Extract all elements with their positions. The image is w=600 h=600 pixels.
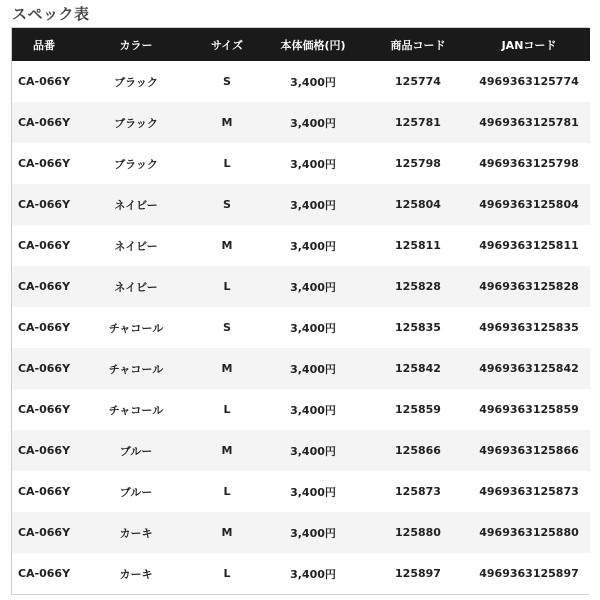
cell-color: チャコール — [76, 389, 196, 430]
cell-jan-code: 4969363125897 — [468, 553, 590, 594]
cell-product-code: 125835 — [368, 307, 468, 348]
cell-color: チャコール — [76, 307, 196, 348]
cell-color: ネイビー — [76, 266, 196, 307]
spec-table-body — [12, 61, 590, 594]
cell-jan-code: 4969363125880 — [468, 512, 590, 553]
cell-size: S — [196, 307, 258, 348]
header-price: 本体価格(円) — [258, 28, 368, 61]
cell-color: カーキ — [76, 553, 196, 594]
cell-color: ネイビー — [76, 225, 196, 266]
cell-price: 3,400円 — [258, 471, 368, 512]
header-color: カラー — [76, 28, 196, 61]
spec-table-container — [11, 27, 589, 595]
cell-size: M — [196, 430, 258, 471]
cell-price: 3,400円 — [258, 512, 368, 553]
cell-jan-code: 4969363125828 — [468, 266, 590, 307]
cell-jan-code: 4969363125774 — [468, 61, 590, 102]
cell-product-code: 125859 — [368, 389, 468, 430]
cell-color: カーキ — [76, 512, 196, 553]
header-product-number: 品番 — [12, 28, 76, 61]
cell-product-code: 125842 — [368, 348, 468, 389]
cell-price: 3,400円 — [258, 102, 368, 143]
cell-product-number: CA-066Y — [12, 430, 76, 471]
cell-product-code: 125811 — [368, 225, 468, 266]
header-jan-code: JANコード — [468, 28, 590, 61]
cell-size: M — [196, 225, 258, 266]
cell-color: ブルー — [76, 430, 196, 471]
cell-product-number: CA-066Y — [12, 184, 76, 225]
table-row — [12, 184, 590, 225]
cell-price: 3,400円 — [258, 553, 368, 594]
cell-product-code: 125781 — [368, 102, 468, 143]
cell-size: L — [196, 266, 258, 307]
cell-jan-code: 4969363125866 — [468, 430, 590, 471]
cell-jan-code: 4969363125859 — [468, 389, 590, 430]
cell-color: チャコール — [76, 348, 196, 389]
cell-product-number: CA-066Y — [12, 266, 76, 307]
table-row — [12, 348, 590, 389]
cell-price: 3,400円 — [258, 348, 368, 389]
cell-price: 3,400円 — [258, 184, 368, 225]
cell-jan-code: 4969363125811 — [468, 225, 590, 266]
cell-product-number: CA-066Y — [12, 102, 76, 143]
cell-price: 3,400円 — [258, 266, 368, 307]
cell-size: L — [196, 471, 258, 512]
cell-product-number: CA-066Y — [12, 553, 76, 594]
cell-product-code: 125866 — [368, 430, 468, 471]
cell-product-number: CA-066Y — [12, 61, 76, 102]
table-row — [12, 102, 590, 143]
table-row — [12, 389, 590, 430]
cell-jan-code: 4969363125873 — [468, 471, 590, 512]
cell-size: L — [196, 553, 258, 594]
table-row — [12, 471, 590, 512]
cell-jan-code: 4969363125835 — [468, 307, 590, 348]
cell-price: 3,400円 — [258, 430, 368, 471]
table-row — [12, 430, 590, 471]
cell-size: L — [196, 389, 258, 430]
table-row — [12, 307, 590, 348]
table-row — [12, 512, 590, 553]
cell-price: 3,400円 — [258, 389, 368, 430]
table-row — [12, 266, 590, 307]
header-row — [12, 28, 590, 61]
table-row — [12, 553, 590, 594]
cell-color: ブラック — [76, 143, 196, 184]
header-size: サイズ — [196, 28, 258, 61]
cell-product-number: CA-066Y — [12, 348, 76, 389]
cell-size: M — [196, 102, 258, 143]
cell-jan-code: 4969363125798 — [468, 143, 590, 184]
cell-color: ネイビー — [76, 184, 196, 225]
cell-size: M — [196, 348, 258, 389]
page-title: スペック表 — [12, 5, 90, 23]
cell-price: 3,400円 — [258, 143, 368, 184]
table-row — [12, 143, 590, 184]
cell-color: ブラック — [76, 61, 196, 102]
cell-product-code: 125828 — [368, 266, 468, 307]
cell-product-number: CA-066Y — [12, 143, 76, 184]
cell-size: M — [196, 512, 258, 553]
cell-product-code: 125774 — [368, 61, 468, 102]
cell-product-number: CA-066Y — [12, 471, 76, 512]
cell-product-code: 125798 — [368, 143, 468, 184]
cell-jan-code: 4969363125804 — [468, 184, 590, 225]
cell-size: S — [196, 184, 258, 225]
cell-product-number: CA-066Y — [12, 307, 76, 348]
cell-size: L — [196, 143, 258, 184]
cell-product-code: 125897 — [368, 553, 468, 594]
spec-table — [12, 28, 590, 594]
cell-product-code: 125873 — [368, 471, 468, 512]
cell-product-number: CA-066Y — [12, 225, 76, 266]
cell-product-code: 125880 — [368, 512, 468, 553]
table-row — [12, 61, 590, 102]
cell-product-number: CA-066Y — [12, 512, 76, 553]
table-row — [12, 225, 590, 266]
cell-price: 3,400円 — [258, 307, 368, 348]
cell-product-number: CA-066Y — [12, 389, 76, 430]
cell-jan-code: 4969363125842 — [468, 348, 590, 389]
spec-table-header — [12, 28, 590, 61]
cell-color: ブルー — [76, 471, 196, 512]
cell-size: S — [196, 61, 258, 102]
cell-price: 3,400円 — [258, 225, 368, 266]
header-product-code: 商品コード — [368, 28, 468, 61]
cell-jan-code: 4969363125781 — [468, 102, 590, 143]
cell-product-code: 125804 — [368, 184, 468, 225]
cell-color: ブラック — [76, 102, 196, 143]
cell-price: 3,400円 — [258, 61, 368, 102]
